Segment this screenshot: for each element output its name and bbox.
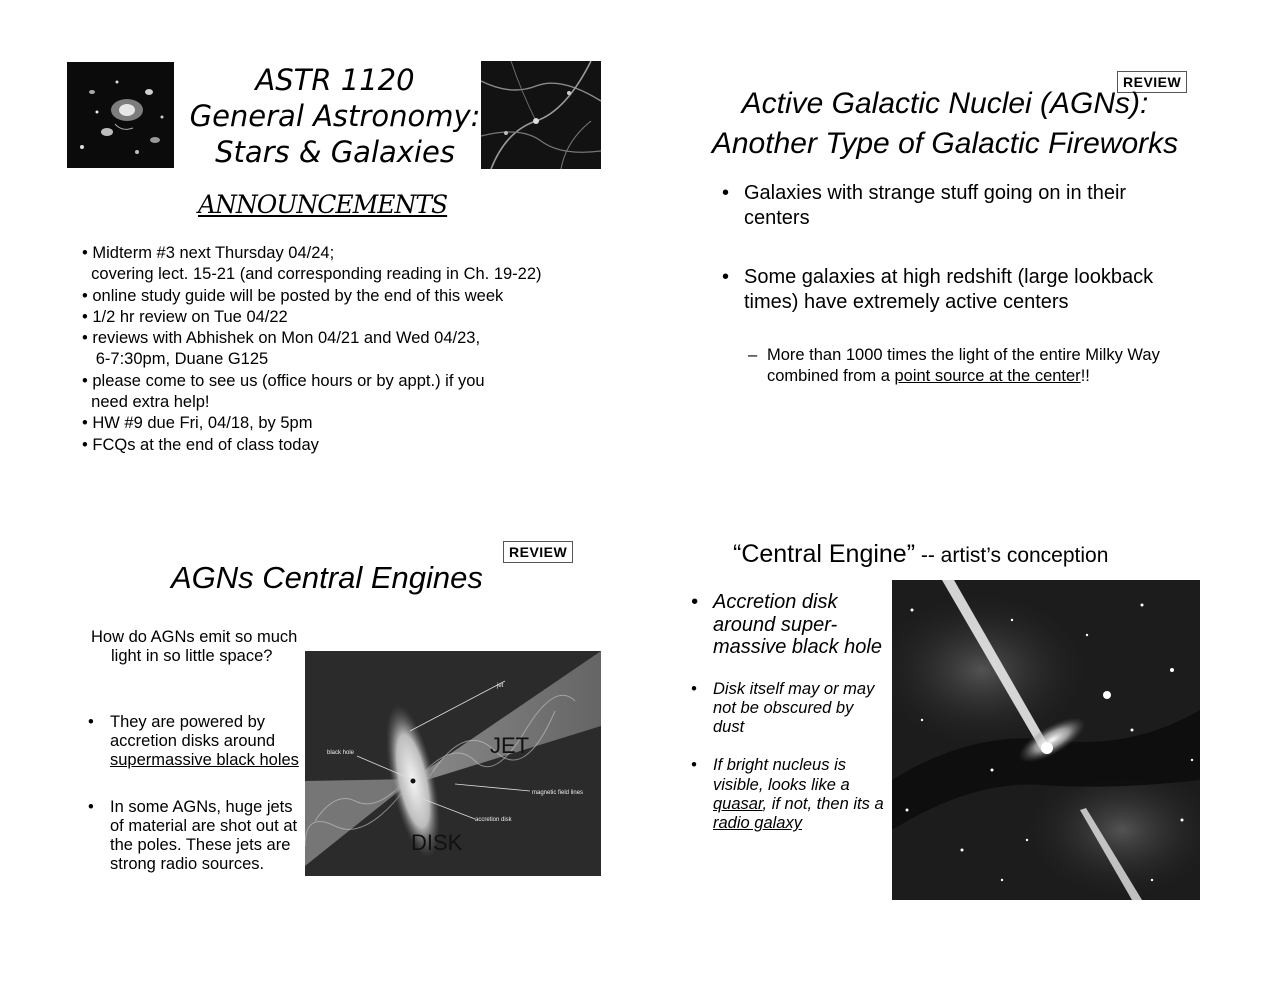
magnetic-lines-label: magnetic field lines <box>532 790 584 796</box>
engine-bullet <box>88 713 300 771</box>
engine-bullet-text: Accretion disk around super-massive black hole <box>713 591 882 658</box>
announcement-line: 6-7:30pm, Duane G125 <box>82 350 269 369</box>
agn-bullet <box>722 181 1162 231</box>
engine-bullet-text: They are powered by accretion disks around <box>110 713 276 751</box>
agn-jet-diagram <box>305 651 601 876</box>
radio-galaxy-link: radio galaxy <box>713 814 802 833</box>
dash-marker: – <box>748 346 758 364</box>
course-code: ASTR 1120 <box>255 63 415 97</box>
agn-question <box>91 628 311 666</box>
agn-sub-suffix: !! <box>1080 367 1090 385</box>
central-engine-main: “Central Engine” <box>733 540 916 568</box>
jet-big-label: JET <box>490 733 530 758</box>
announcement-line: • 1/2 hr review on Tue 04/22 <box>82 307 288 326</box>
announcement-line: need extra help! <box>82 393 210 412</box>
central-engines-title: AGNs Central Engines <box>171 560 483 595</box>
agn-title-line2: Another Type of Galactic Fireworks <box>711 127 1179 160</box>
agn-bullet-text: Some galaxies at high redshift (large lookback times) have extremely active centers <box>744 266 1154 313</box>
announcement-line: • reviews with Abhishek on Mon 04/21 and Wed 04/23, <box>82 329 481 348</box>
central-engine-title <box>733 540 1108 569</box>
engine-bullet <box>691 756 887 833</box>
course-title <box>185 62 485 170</box>
galaxy-cluster-photo <box>67 62 174 168</box>
central-engine-rest: -- artist’s conception <box>915 544 1109 567</box>
announcements-heading: ANNOUNCEMENTS <box>198 190 448 219</box>
engine-bullet-text: , if not, then its a <box>762 794 884 813</box>
accretion-disk-label: accretion disk <box>475 817 512 823</box>
engine-bullets <box>88 713 300 874</box>
engine-bullet <box>691 680 887 738</box>
central-engine-artwork <box>892 580 1200 900</box>
agn-bullet-text: Galaxies with strange stuff going on in their centers <box>744 182 1127 229</box>
cosmic-web-photo <box>481 61 601 169</box>
jet-small-label: jet <box>497 683 504 689</box>
agn-slide-title <box>680 84 1210 164</box>
course-name: General Astronomy: <box>189 99 481 133</box>
engine-bullet <box>88 798 300 875</box>
announcement-line: • online study guide will be posted by the end of this week <box>82 286 504 305</box>
point-source-link: point source at the center <box>894 367 1081 385</box>
agn-title-line1: Active Galactic Nuclei (AGNs): <box>741 87 1149 120</box>
course-subtitle: Stars & Galaxies <box>215 135 455 169</box>
agn-bullet <box>722 265 1162 315</box>
announcement-line: • FCQs at the end of class today <box>82 435 319 454</box>
announcement-list <box>82 243 602 456</box>
central-engine-bullets <box>691 591 887 834</box>
engine-bullet-text: If bright nucleus is visible, looks like a <box>713 756 850 794</box>
supermassive-link: supermassive black holes <box>110 751 299 770</box>
black-hole-label: black hole <box>327 750 355 756</box>
agn-question-text: How do AGNs emit so much light in so little space? <box>91 628 298 665</box>
announcement-line: • Midterm #3 next Thursday 04/24; <box>82 244 335 262</box>
engine-bullet-text: In some AGNs, huge jets of material are shot out at the poles. These jets are strong radio sources. <box>110 797 298 874</box>
review-badge: REVIEW <box>503 541 573 563</box>
agn-sub-text: More than 1000 times the light of the entire Milky Way combined from a <box>767 346 1160 385</box>
disk-big-label: DISK <box>411 830 463 855</box>
agn-bullets <box>722 181 1162 315</box>
announcement-line: • please come to see us (office hours or by appt.) if you <box>82 371 485 390</box>
quasar-link: quasar <box>713 794 763 813</box>
announcement-line: • HW #9 due Fri, 04/18, by 5pm <box>82 414 313 433</box>
agn-sub-bullet <box>748 345 1187 387</box>
engine-bullet-text: Disk itself may or may not be obscured by dust <box>713 679 875 737</box>
review-badge: REVIEW <box>1117 71 1187 93</box>
announcement-line: covering lect. 15-21 (and corresponding reading in Ch. 19-22) <box>82 265 542 284</box>
engine-bullet <box>691 591 887 659</box>
